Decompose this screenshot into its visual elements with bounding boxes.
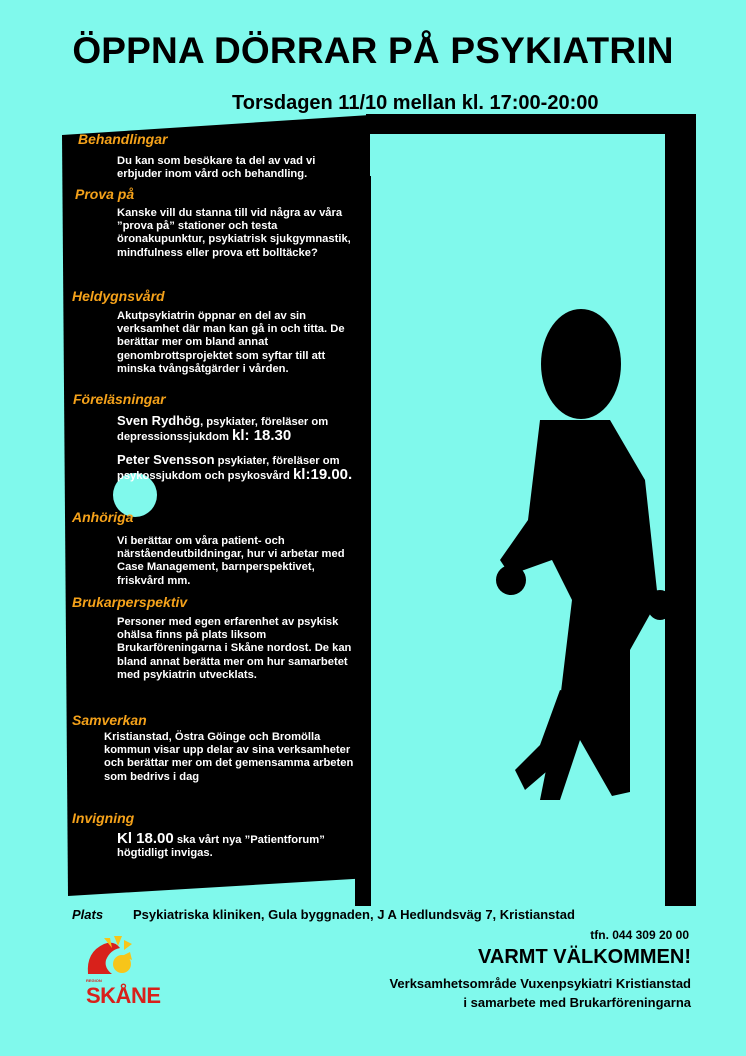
- silhouette-hand-right: [647, 590, 673, 620]
- logo-skane-label: SKÅNE: [86, 983, 161, 1008]
- text-behandlingar: Du kan som besökare ta del av vad vi erbjuder inom vård och behandling.: [117, 155, 316, 181]
- invigning-text: ska vårt nya ”Patientforum” högtidligt invigas.: [117, 834, 325, 860]
- lecture-1-text: , psykiater, föreläser om depressionssjukdom: [117, 416, 329, 444]
- event-date: Torsdagen 11/10 mellan kl. 17:00-20:00: [232, 92, 599, 114]
- text-brukarperspektiv: Personer med egen erfarenhet av psykisk ohälsa finns på plats liksom Brukarföreningarna i Skåne nordost. De kan bland annat berätta mer om hur samarbetet med psykiatrin utvecklats.: [117, 616, 352, 681]
- heading-forelasningar: Föreläsningar: [73, 391, 166, 407]
- region-skane-logo-icon: [84, 934, 148, 982]
- phone-number: tfn. 044 309 20 00: [590, 928, 689, 942]
- silhouette-head: [541, 309, 621, 419]
- lecture-2-text: psykiater, föreläser om psykossjukdom och psykosvård: [117, 455, 340, 483]
- lecture-2: [117, 453, 365, 483]
- logo-region-label: REGION: [86, 978, 102, 983]
- heading-invigning: Invigning: [72, 810, 135, 826]
- heading-prova-pa: Prova på: [75, 186, 135, 202]
- organizer-line-2: i samarbete med Brukarföreningarna: [463, 995, 691, 1010]
- heading-anhoriga: Anhöriga: [72, 509, 134, 525]
- page-title: ÖPPNA DÖRRAR PÅ PSYKIATRIN: [72, 30, 674, 71]
- text-samverkan: Kristianstad, Östra Göinge och Bromölla kommun visar upp delar av sina verksamheter och berättar mer om det gemensamma arbeten som bedrivs i dag: [104, 731, 354, 783]
- invigning-time: Kl 18.00: [117, 830, 174, 847]
- heading-behandlingar: Behandlingar: [78, 131, 168, 147]
- heading-samverkan: Samverkan: [72, 712, 147, 728]
- welcome-text: VARMT VÄLKOMMEN!: [478, 946, 691, 968]
- door-frame-top: [366, 114, 696, 134]
- place-address: Psykiatriska kliniken, Gula byggnaden, J A Hedlundsväg 7, Kristianstad: [133, 907, 575, 922]
- lecture-1-time: kl: 18.30: [232, 427, 292, 445]
- lecture-2-speaker: Peter Svensson: [117, 452, 215, 467]
- door-frame-left: [355, 176, 371, 906]
- text-heldygnsvard: Akutpsykiatrin öppnar en del av sin verksamhet där man kan gå in och titta. De berättar mer om bland annat genombrottsprojektet som syftar till att minska tvångsåtgärder i vården.: [117, 310, 345, 375]
- lecture-2-time: kl:19.00.: [292, 466, 353, 484]
- lecture-1-speaker: Sven Rydhög: [117, 413, 201, 428]
- silhouette-hand-left: [496, 565, 526, 595]
- place-label: Plats: [72, 907, 104, 922]
- text-prova-pa: Kanske vill du stanna till vid några av våra ”prova på” stationer och testa öronakupunktur, psykiatrisk sjukgymnastik, mindfulness eller prova ett bolltäcke?: [117, 207, 351, 259]
- lecture-1: [117, 414, 365, 444]
- text-anhoriga: Vi berättar om våra patient- och närståendeutbildningar, hur vi arbetar med Case Management, barnperspektivet, friskvård mm.: [117, 535, 345, 587]
- heading-heldygnsvard: Heldygnsvård: [72, 288, 165, 304]
- heading-brukarperspektiv: Brukarperspektiv: [72, 594, 188, 610]
- door-frame-right: [665, 114, 696, 906]
- text-invigning: [117, 832, 377, 860]
- organizer-line-1: Verksamhetsområde Vuxenpsykiatri Kristianstad: [389, 976, 691, 991]
